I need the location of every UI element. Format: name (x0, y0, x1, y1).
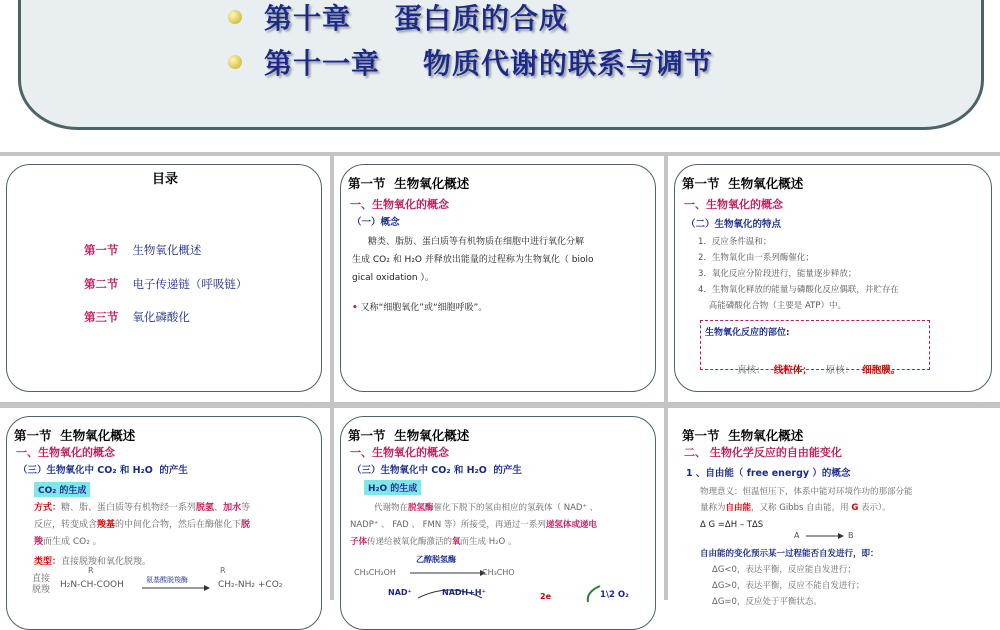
site-value: 细胞膜。 (862, 365, 901, 376)
label: 类型： (34, 557, 62, 567)
section-heading: 二、 生物化学反应的自由能变化 (684, 446, 842, 459)
keyword: 加水 (223, 503, 242, 513)
topic-tag: H₂O 的生成 (364, 480, 421, 495)
text: 糖、脂、蛋白质等有机物经一系列 (61, 503, 197, 513)
keyword: 脱 (241, 520, 251, 530)
text: 代谢物在 (374, 503, 409, 513)
text: 反应，转变成含 (34, 520, 98, 530)
slide-title: 第一节 生物氧化概述 (348, 428, 470, 443)
keyword: 递氢体或递电 (545, 520, 597, 530)
substrate-right: CH₃CHO (482, 568, 515, 577)
toc-item-number: 第三节 (83, 310, 119, 324)
slide-title: 第一节 生物氧化概述 (14, 428, 136, 443)
subsection-heading: （二）生物氧化的特点 (686, 219, 782, 230)
keyword: 脱氢 (196, 503, 215, 513)
keyword: 氧 (452, 537, 461, 547)
text: ，又称 Gibbs 自由能，用 (751, 503, 852, 513)
cofactor-nad: NAD⁺ (388, 588, 412, 597)
chapter-title: 第十一章 物质代谢的联系与调节 (264, 47, 713, 80)
arrow-icon (142, 584, 210, 592)
condition-item: ΔG=0，反应处于平衡状态。 (712, 597, 822, 607)
chapter-line-11 (228, 42, 713, 82)
arrow-icon (410, 568, 486, 578)
oxygen-label: 1\2 O₂ (600, 590, 629, 600)
toc-item (62, 295, 190, 339)
subsection-heading: 1 、自由能（ free energy ）的概念 (686, 468, 851, 479)
slide-thumbnail-features[interactable] (668, 156, 1000, 402)
side-label-line: 直接 (32, 574, 51, 584)
site-title: 生物氧化反应的部位: (705, 328, 790, 338)
reactant-b: B (848, 531, 854, 540)
condition-item: ΔG>0，表达平衡，反应不能自发进行； (712, 581, 865, 591)
site-values (713, 351, 900, 387)
keyword: 羧基 (97, 520, 116, 530)
text: 直接脱羧和氧化脱羧。 (61, 557, 152, 567)
slide-title: 第一节 生物氧化概述 (682, 176, 804, 191)
text: 而生成 H₂O 。 (460, 537, 517, 547)
keyword: 脱氢酶 (408, 503, 434, 513)
slide-thumbnail-concept[interactable] (334, 156, 664, 402)
slide-thumbnail-co2[interactable] (0, 408, 330, 600)
text: 、 (214, 503, 224, 513)
bullet-icon (228, 55, 242, 69)
list-item: 高能磷酸化合物（主要是 ATP）中。 (698, 301, 846, 311)
list-item: 3．氧化反应分阶段进行，能量逐步释放； (698, 269, 857, 279)
body-text (34, 517, 250, 534)
formula-left: H₂N-CH-COOH (60, 580, 124, 590)
text: 物理意义：恒温恒压下，体系中能对环境作功的那部分能 (700, 487, 913, 497)
keyword: 子体 (350, 537, 368, 547)
slide-title: 第一节 生物氧化概述 (682, 428, 804, 443)
r-group: R (88, 566, 94, 575)
text: NADP⁺ 、 FAD 、 FMN 等）所接受，再通过一系列 (350, 520, 546, 530)
body-text (374, 500, 598, 517)
subsection-heading: （三）生物氧化中 CO₂ 和 H₂O 的产生 (352, 465, 522, 476)
body-text (350, 517, 597, 534)
text: 传递给被氧化酶激活的 (367, 537, 453, 547)
formula: Δ G =ΔH – TΔS (700, 520, 764, 530)
body-text (34, 534, 102, 551)
body-text (700, 500, 891, 517)
list-item: 2．生物氧化由一系列酶催化； (698, 253, 814, 263)
toc-item-name: 氧化磷酸化 (132, 310, 190, 324)
reaction-site-box (700, 320, 930, 376)
electron-label: 2e (540, 592, 551, 601)
formula-right: CH₂-NH₂ +CO₂ (218, 580, 283, 590)
chapter-line-10 (228, 0, 568, 37)
keyword: 羧 (34, 537, 44, 547)
section-heading: 一、生物氧化的概念 (16, 446, 115, 459)
text: 等 (241, 503, 251, 513)
subsection-heading: （一）概念 (352, 217, 400, 228)
bullet-label: 又称“细胞氧化”或“细胞呼吸”。 (360, 303, 488, 313)
toc-item-number: 第二节 (83, 277, 119, 291)
subsection-heading: （三）生物氧化中 CO₂ 和 H₂O 的产生 (18, 465, 188, 476)
text: 量称为 (700, 503, 726, 513)
bullet-text (352, 300, 487, 317)
arrow-icon (806, 532, 844, 540)
substrate-left: CH₃CH₂OH (354, 568, 396, 577)
text: 而生成 CO₂ 。 (43, 537, 102, 547)
condition-item: ΔG<0，表达平衡，反应能自发进行； (712, 565, 856, 575)
body-text (34, 500, 250, 517)
enzyme-label: 氨基酸脱羧酶 (146, 576, 188, 584)
question-text: 自由能的变化预示某一过程能否自发进行，即： (700, 549, 879, 559)
body-text: 生成 CO₂ 和 H₂O 并释放出能量的过程称为生物氧化（ biolo (352, 255, 594, 265)
side-label-line: 脱羧 (32, 585, 51, 595)
site-value: 线粒体； (773, 365, 812, 376)
side-label (32, 574, 50, 596)
keyword: 自由能 (725, 503, 752, 513)
toc-item-number: 第一节 (83, 243, 119, 257)
label: 方式： (34, 503, 62, 513)
section-heading: 一、生物氧化的概念 (350, 198, 449, 211)
r-group: R (220, 566, 226, 575)
text: 的中间化合物，然后在酶催化下 (115, 520, 242, 530)
list-item: 4．生物氧化释放的能量与磷酸化反应偶联，并贮存在 (698, 285, 899, 295)
toc-title: 目录 (151, 172, 178, 187)
chapter-title: 第十章 蛋白质的合成 (264, 2, 568, 35)
toc-item-name: 电子传递链（呼吸链） (132, 277, 248, 291)
body-text (350, 534, 516, 551)
slide-thumbnail-free-energy[interactable] (668, 408, 1000, 607)
reactant-a: A (794, 531, 800, 540)
body-text (700, 484, 913, 501)
list-item: 1．反应条件温和； (698, 237, 772, 247)
text: 催化下脱下的氢由相应的氢载体（ NAD⁺ 、 (433, 503, 599, 513)
site-label: 真核： (737, 365, 766, 376)
slide-title: 第一节 生物氧化概述 (348, 176, 470, 191)
enzyme-label: 乙醇脱氢酶 (416, 555, 456, 564)
keyword: G (851, 503, 859, 513)
cofactor-nadh: NADH+H⁺ (442, 588, 486, 597)
bullet-icon: • (352, 303, 358, 313)
body-text: 糖类、脂肪、蛋白质等有机物质在细胞中进行氧化分解 (368, 237, 585, 247)
body-text: gical oxidation ）。 (352, 273, 434, 283)
site-label: 原核： (825, 365, 855, 376)
topic-tag: CO₂ 的生成 (34, 482, 90, 497)
section-heading: 一、生物氧化的概念 (684, 198, 783, 211)
slide-grid (0, 152, 1000, 607)
text: 表示）。 (858, 503, 891, 513)
slide-thumbnail-toc[interactable] (0, 156, 330, 402)
toc-item-name: 生物氧化概述 (132, 243, 202, 257)
slide-thumbnail-h2o[interactable] (334, 408, 664, 600)
bullet-icon (228, 10, 242, 24)
section-heading: 一、生物氧化的概念 (350, 446, 449, 459)
